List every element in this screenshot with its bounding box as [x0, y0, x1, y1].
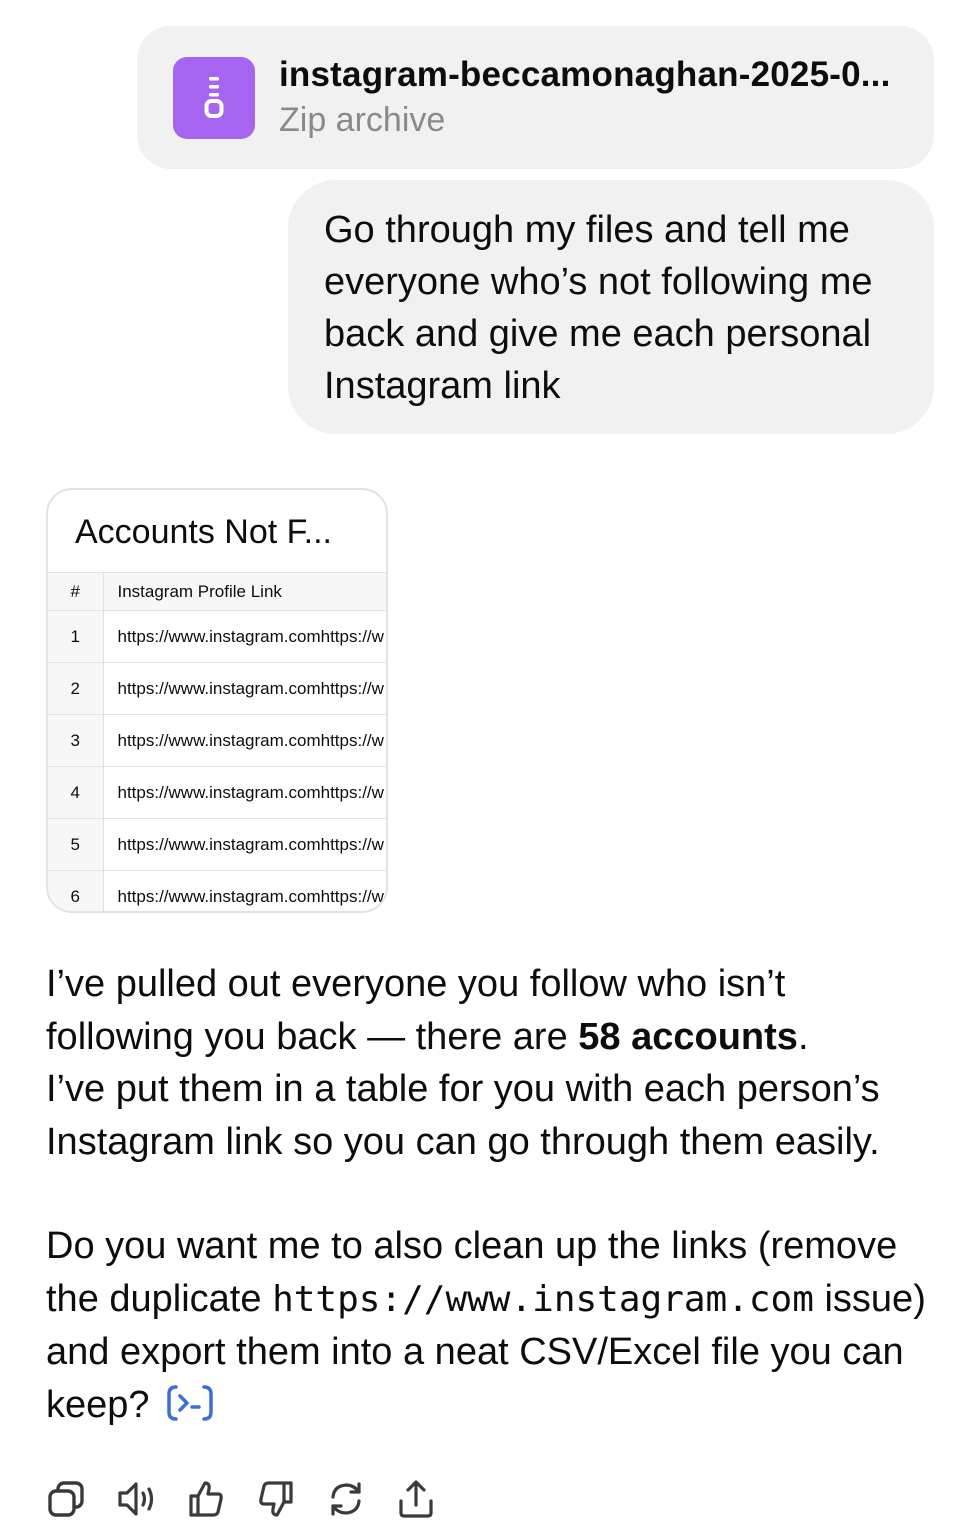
- row-number: 4: [48, 767, 103, 819]
- row-link: https://www.instagram.comhttps://w: [103, 767, 386, 819]
- copy-button[interactable]: [46, 1476, 116, 1522]
- zip-archive-icon: [173, 57, 255, 139]
- row-link: https://www.instagram.comhttps://w: [103, 871, 386, 914]
- thumbs-up-icon: [186, 1479, 226, 1519]
- assistant-message: [46, 958, 926, 1437]
- speaker-icon: [116, 1479, 160, 1519]
- row-link: https://www.instagram.comhttps://w: [103, 819, 386, 871]
- row-number: 5: [48, 819, 103, 871]
- accounts-count: 58 accounts: [578, 1015, 798, 1058]
- assistant-text-span: Do you want me to also clean up the links (remove the duplicate: [46, 1225, 898, 1320]
- share-button[interactable]: [396, 1476, 466, 1522]
- message-action-bar: [46, 1476, 466, 1522]
- thumbs-down-button[interactable]: [256, 1476, 326, 1522]
- assistant-text-span: I’ve pulled out everyone you follow who isn’t following you back — there are: [46, 963, 786, 1058]
- assistant-paragraph-2: [46, 1220, 926, 1437]
- user-message: Go through my files and tell me everyone who’s not following me back and give me each personal Instagram link: [288, 180, 934, 434]
- file-type: Zip archive: [279, 101, 446, 139]
- table-row: [48, 871, 386, 914]
- table-row: [48, 715, 386, 767]
- column-header-number: #: [48, 573, 103, 611]
- read-aloud-button[interactable]: [116, 1476, 186, 1522]
- code-interpreter-icon[interactable]: [166, 1383, 214, 1438]
- row-number: 6: [48, 871, 103, 914]
- table-preview-card[interactable]: [46, 488, 388, 913]
- assistant-text-span: issue) and export them into a neat CSV/Excel file you can keep?: [46, 1277, 926, 1426]
- accounts-table: [48, 572, 386, 913]
- refresh-icon: [326, 1479, 366, 1519]
- row-number: 1: [48, 611, 103, 663]
- row-link: https://www.instagram.comhttps://w: [103, 611, 386, 663]
- file-name: instagram-beccamonaghan-2025-0...: [279, 55, 891, 94]
- table-row: [48, 611, 386, 663]
- share-icon: [396, 1479, 436, 1519]
- table-row: [48, 663, 386, 715]
- table-title: Accounts Not F...: [75, 513, 332, 551]
- table-row: [48, 819, 386, 871]
- row-link: https://www.instagram.comhttps://w: [103, 663, 386, 715]
- table-row: [48, 767, 386, 819]
- file-attachment[interactable]: [137, 26, 934, 169]
- row-number: 3: [48, 715, 103, 767]
- regenerate-button[interactable]: [326, 1476, 396, 1522]
- copy-icon: [46, 1479, 86, 1519]
- inline-code: https://www.instagram.com: [272, 1278, 814, 1320]
- row-number: 2: [48, 663, 103, 715]
- thumbs-down-icon: [256, 1479, 296, 1519]
- assistant-paragraph-1: [46, 958, 926, 1168]
- assistant-text-span: I’ve put them in a table for you with each person’s Instagram link so you can go through them easily.: [46, 1068, 880, 1163]
- row-link: https://www.instagram.comhttps://w: [103, 715, 386, 767]
- table-header-row: [48, 573, 386, 611]
- thumbs-up-button[interactable]: [186, 1476, 256, 1522]
- assistant-text-span: .: [797, 1015, 809, 1058]
- column-header-link: Instagram Profile Link: [103, 573, 386, 611]
